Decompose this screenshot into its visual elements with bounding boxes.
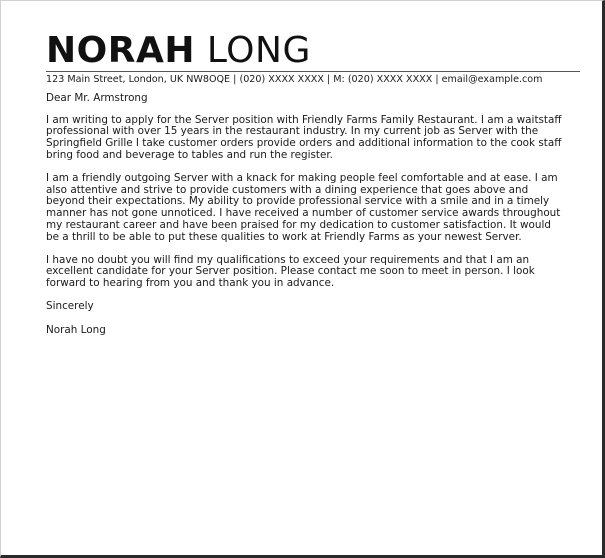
paragraph-1: I am writing to apply for the Server position with Friendly Farms Family Restaurant. I am a waitstaff professional with over 15 years in the restaurant industry. In my current job as Server with the Springfield Grille I take customer orders provide orders and additional information to the cook staff bring food and beverage to tables and run the register.: [46, 113, 562, 161]
closing: Sincerely: [46, 300, 94, 313]
signature-name: Norah Long: [46, 323, 106, 336]
contact-line: 123 Main Street, London, UK NW8OQE | (020) XXXX XXXX | M: (020) XXXX XXXX | email@example.com: [46, 74, 543, 85]
paragraph-3: I have no doubt you will find my qualifications to exceed your requirements and that I am an excellent candidate for your Server position. Please contact me soon to meet in person. I look forward to hearing from you and thank you in advance.: [46, 253, 535, 290]
last-name: LONG: [206, 30, 311, 71]
letter-body: [46, 93, 566, 348]
letter-header: [46, 31, 572, 87]
applicant-name: [46, 31, 572, 71]
paragraph-2: I am a friendly outgoing Server with a knack for making people feel comfortable and at ease. I am also attentive and strive to provide customers with a dining experience that goes above and beyond their expectations. My ability to provide professional service with a smile and in a timely manner has not gone unnoticed. I have received a number of customer service awards throughout my restaurant career and have been praised for my dedication to customer satisfaction. It would be a thrill to be able to put these qualities to work at Friendly Farms as your newest Server.: [46, 172, 561, 243]
first-name: NORAH: [46, 30, 195, 71]
header-divider: [46, 71, 580, 72]
salutation: Dear Mr. Armstrong: [46, 92, 148, 104]
